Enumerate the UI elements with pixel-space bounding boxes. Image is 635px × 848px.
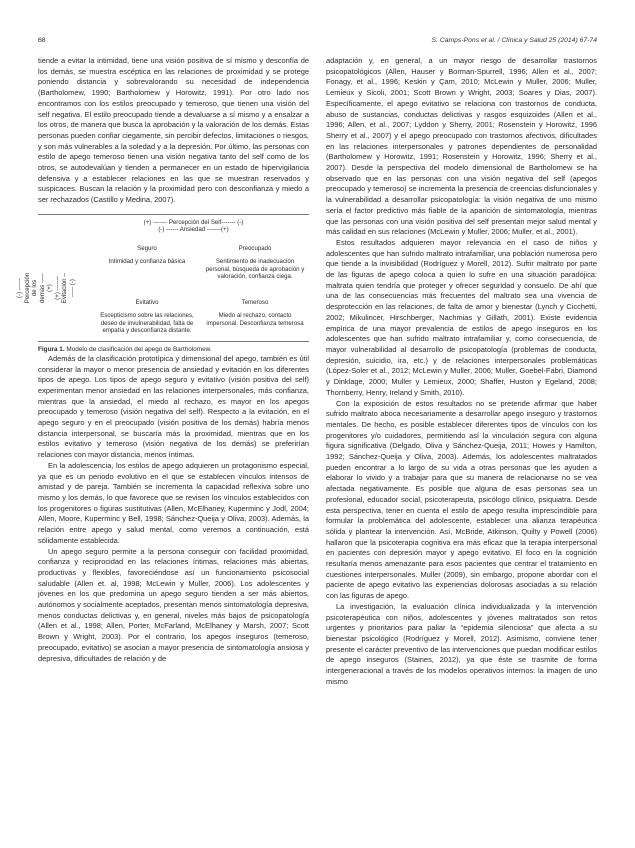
quadrant-avoidant-text: Escepticismo sobre las relaciones, deseo de invulnerabilidad, falta de empatía y desconfianza distante. [100,312,194,335]
left-paragraph-4: Un apego seguro permite a la persona conseguir con facilidad proximidad, confianza y reciprocidad en las relaciones íntimas, relaciones más abiertas, productivas y flexibles, favoreciéndose así un funcionamiento psicosocial saludable (Allen et. al, 1998; McLewin y Muller, 2006). Los adolescentes y jóvenes en los que predomina un apego seguro tienden a ser más abiertos, autónomos y socialmente aceptados, presentan menos sintomatología depresiva, menos conductas delictivas y, en general, niveles más bajos de psicopatología (Allen et al., 1998; Allen, Porter, McFarland, McElhaney y Marsh, 2007; Scott Brown y Wright, 2003). Por el contrario, los apegos inseguros (temeroso, preocupado, evitativo) se asocian a mayor presencia de sintomatología ansiosa y depresiva, dificultades de relación y de [38,546,309,663]
quadrant-fearful-text: Miedo al rechazo, contacto impersonal. Desconfianza temerosa [206,312,304,327]
axis-top-labels: (+) ------- Percepción del Self------- (-) (-) ------ Ansiedad -------(+) [143,218,244,234]
figure-axis-top [78,219,309,234]
quadrant-preoccupied-title: Preocupado [238,244,272,252]
figure-caption-text: Modelo de clasificación del apego de Bartholomew. [66,345,212,353]
axis-left-labels: (-) ------ Percepción de los demás ----- (+) (+) ------- Evitación ------- (-) [16,272,76,304]
figure-caption [38,346,309,354]
right-column [326,56,597,687]
quadrant-secure-title: Seguro [137,244,157,252]
page-number: 68 [38,37,46,44]
quadrant-preoccupied [205,245,305,281]
quadrant-secure [100,245,194,266]
quadrant-secure-text: Intimidad y confianza básica [108,258,186,266]
quadrant-avoidant-title: Evitativo [135,298,159,306]
running-head: S. Camps-Pons et al. / Clínica y Salud 25 (2014) 67-74 [431,37,597,44]
quadrant-avoidant [100,299,194,335]
right-paragraph-4: La investigación, la evaluación clínica individualizada y la intervención psicoterapéutica con niños, adolescentes y jóvenes maltratados son retos urgentes y prioritarios para paliar la “epidemia silenciosa” que afecta a su bienestar psicológico (Rodríguez y Morell, 2012). Asimismo, conviene tener presente el carácter preventivo de las intervenciones que puedan modificar estilos de apego inseguros (Staines, 2012), ya que éste se trasmite de forma intergeneracional a través de los modelos operativos internos: la imagen de uno mismo [326,601,597,686]
quadrant-fearful-title: Temeroso [241,298,269,306]
right-paragraph-3: Con la exposición de estos resultados no se pretende afirmar que haber sufrido maltrato aboca necesariamente a desarrollar apego inseguro y trastornos mentales. De hecho, es posible establecer diferentes tipos de vínculos con los progenitores y/o cuidadores, permitiendo así la vinculación segura con alguna figura significativa (Delgado, Oliva y Sánchez-Queija, 2011; Howes y Hamilton, 1992; Sánchez-Queija y Oliva, 2003). Además, los adolescentes maltratados pueden encontrar a lo largo de su vida a otras personas que les ayuden a elaborar lo vivido y a trabajar para que su manera de relacionarse no se vea afectada negativamente. Es posible que alguna de esas personas sea un profesional, educador social, psicoterapeuta, psicólogo clínico, psiquiatra. Desde esta perspectiva, tener en cuenta el estilo de apego resulta imprescindible para formular la problemática del adolescente, establecer una alianza terapéutica sólida y plantear la intervención. Así, McBride, Atkinson, Quilty y Powell (2006) hallaron que la psicoterapia cognitiva era más eficaz que la terapia interpersonal en pacientes con depresión mayor y apego evitativo. El foco en la cognición resultaría menos amenazante para esos pacientes que centrar el tratamiento en cuestiones interpersonales. Muller (2009), sin embargo, propone abordar con el paciente de apego evitativo las experiencias dolorosas asociadas a su relación con las figuras de apego. [326,398,597,601]
figure-axis-left [16,239,76,337]
figure-caption-label: Figura 1. [38,345,65,353]
right-paragraph-1: adaptación y, en general, a un mayor riesgo de desarrollar trastornos psicopatológicos (Allen, Hauser y Borman-Spurrell, 1996; Allen et al., 2007; Fonagy, et al., 1996; Keskin y Çam, 2010; McLewin y Muller, 2006; Muller, Lemieux y Sicoli, 2001; Scott Brown y Wright, 2003; Soares y Dias, 2007). Específicamente, el apego evitativo se relaciona con trastornos de conducta, abuso de sustancias, conductas delictivas y rasgos esquizoides (Allen et al., 1996; Allen, et al., 2007; Lyddon y Sherry, 2001; Rosenstein y Horowitz, 1996 Sherry et al., 2007) y el apego preocupado con trastornos afectivos, dificultades en las relaciones interpersonales y patrones dependientes de personalidad (Bartholomew y Horowitz, 1991; Rosenstein y Horowitz, 1996; Sherry et al., 2007). Desde la perspectiva del modelo dimensional de Bartholomew se ha observado que en las personas con una visión negativa del self (apegos preocupado y temeroso) se incrementa la presencia de creencias disfuncionales y la vulnerabilidad a desarrollar psicopatología: la visión negativa de uno mismo sería el factor predictivo más fiable de la aparición de sintomatología, mientras que las personas con una visión positiva del self presentan mejor salud mental y más calidad en sus relaciones (McLewin y Muller, 2006; Muller, et al., 2001). [326,56,597,237]
page-header [38,37,597,49]
left-paragraph-2: Además de la clasificación prototípica y dimensional del apego, también es útil considerar la mayor o menor presencia de ansiedad y evitación en los diferentes tipos de apego. Los tipos de apego seguro y evitativo (visión positiva del self) experimentan menor ansiedad en las relaciones interpersonales, más confianza, mientras que la ansiedad, el miedo al rechazo, es mayor en los apegos preocupado y temeroso (visión negativa del self). Respecto a la evitación, en el apego seguro y en el preocupado (visión positiva de los demás) habría menos distancia interpersonal, se buscaría más la proximidad, mientras que en los estilos evitativo y temeroso (visión negativa de los demás) se preferirían relaciones con mayor distancia, menos íntimas. [38,353,309,460]
left-paragraph-1: tiende a evitar la intimidad, tiene una visión positiva de sí mismo y desconfía de los demás, se muestra escéptica en las relaciones de proximidad y se protege poniendo distancia y sobrevalorando su necesidad de independencia (Bartholomew, 1990; Bartholomew y Horowitz, 1991). Por otro lado nos encontramos con los estilos preocupado y temeroso, que tienen una visión del self negativa. El estilo preocupado tiende a devaluarse a sí mismo y a ensalzar a los otros, de manera que busca la aprobación y la valoración de los demás. Estas personas pueden confiar ciegamente, sin percibir defectos, limitaciones o riesgos, y son más vulnerables a la soledad y a la depresión. Por último, las personas con estilo de apego temeroso tienen una visión negativa tanto del self como de los otros, se autodevalúan y tienden a permanecer en un estado de hipervigilancia defensiva y a establecer relaciones en las que se muestran reservados y suspicaces. Buscan la relación y la proximidad pero con desconfianza y miedo a ser rechazados (Castillo y Medina, 2007). [38,56,309,205]
quadrant-fearful [205,299,305,328]
left-column [16,56,309,664]
left-paragraph-3: En la adolescencia, los estilos de apego adquieren un protagonismo especial, ya que es un periodo evolutivo en el que se establecen vínculos intensos de amistad y de pareja. También se incrementa la capacidad reflexiva sobre uno mismo y los demás, lo que favorece que se revisen los vínculos establecidos con los progenitores o figuras sustitutivas (Allen, McElhaney, Kuperminc y Jodl, 2004; Allen, Moore, Kuperminc y Bell, 1998; Sánchez-Queija y Oliva, 2003). Además, la relación entre apego y salud mental, como veremos a continuación, está sólidamente establecida. [38,460,309,545]
right-paragraph-2: Estos resultados adquieren mayor relevancia en el caso de niños y adolescentes que han sufrido maltrato intrafamiliar, una población numerosa pero que tiende a la invisibilidad (Rodríguez y Morell, 2012). Sufrir maltrato por parte de las figuras de apego coloca a quien lo sufre en una situación paradójica: maltrata quien tendría que proteger y ofrecer seguridad y consuelo. De ahí que una de las consecuencias más frecuentes del maltrato sea una vivencia de desprotección en las relaciones, de falta de amor y bienestar (Lynch y Cicchetti, 2002; Mikulincer, Hirschberger, Nachmias y Gillath, 2001). Existe evidencia empírica de una mayor prevalencia de estilos de apego inseguros en los adolescentes que han sufrido maltrato intrafamiliar y, como consecuencia, de mayor vulnerabilidad al desarrollo de psicopatología (problemas de conducta, depresión, suicidio, ira, etc.) y de relaciones interpersonales problemáticas (López-Soler et al., 2012; McLewin y Muller, 2006; Muller, Goebel-Fabri, Diamond y Dinklage, 2000; Muller y Lemieux, 2000; Shaffer, Huston y Egeland, 2008; Thornberry, Henry, Ireland y Smith, 2010). [326,237,597,397]
quadrant-preoccupied-text: Sentimiento de inadecuación personal, búsqueda de aprobación y valoración, confianza ciega. [205,258,305,281]
attachment-model-figure [16,214,309,342]
